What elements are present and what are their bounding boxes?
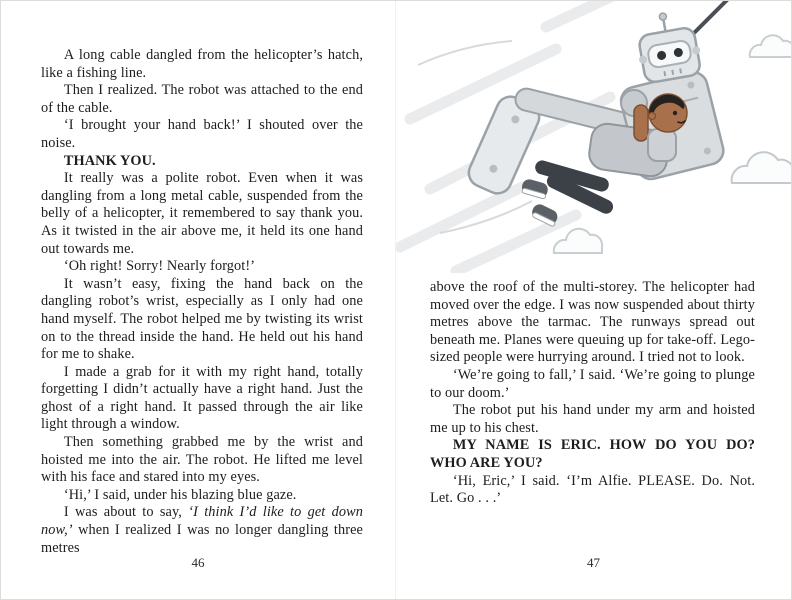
paragraph bbox=[41, 276, 363, 364]
illustration-svg bbox=[396, 1, 792, 273]
left-page-text bbox=[41, 47, 363, 557]
paragraph bbox=[41, 258, 363, 276]
paragraph bbox=[41, 170, 363, 258]
illustration-robot-carrying-boy bbox=[396, 1, 792, 273]
text-segment: ‘Hi,’ I said, under his blazing blue gaze. bbox=[63, 486, 297, 503]
page-left bbox=[1, 1, 396, 600]
text-segment: It wasn’t easy, fixing the hand back on the dangling robot’s wrist, especially as I only had one hand myself. The robot helped me by twisting its wrist on to the thread inside the hand. He held out his hand for me to shake. bbox=[41, 275, 363, 363]
robot-head-graphic bbox=[632, 8, 705, 84]
paragraph bbox=[41, 117, 363, 152]
text-segment: I was about to say, bbox=[63, 504, 189, 521]
page-number-right: 47 bbox=[587, 555, 600, 570]
paragraph bbox=[41, 504, 363, 557]
robot-hand-graphic bbox=[648, 129, 676, 161]
text-segment: ‘I think I’d like to get down now,’ bbox=[41, 504, 363, 539]
cloud-right-icon bbox=[732, 152, 792, 183]
text-segment: Then I realized. The robot was attached to the end of the cable. bbox=[41, 82, 363, 116]
paragraph bbox=[41, 82, 363, 117]
page-number-left: 46 bbox=[191, 555, 205, 570]
text-segment: THANK YOU. bbox=[63, 152, 156, 169]
paragraph bbox=[41, 364, 363, 434]
paragraph bbox=[430, 402, 755, 437]
paragraph bbox=[41, 153, 363, 171]
paragraph bbox=[430, 367, 755, 402]
paragraph bbox=[41, 434, 363, 487]
text-segment: A long cable dangled from the helicopter’s hatch, like a fishing line. bbox=[41, 47, 363, 81]
text-segment: above the roof of the multi-storey. The helicopter had moved over the edge. I was now suspended about thirty metres above the tarmac. The runways spread out beneath me. Planes were queuing up for take-off. Lego-sized people were hurrying around. I tried not to look. bbox=[430, 279, 755, 366]
text-segment: ‘Hi, Eric,’ I said. ‘I’m Alfie. PLEASE. Do. Not. Let. Go . . .’ bbox=[430, 472, 755, 507]
text-segment: MY NAME IS ERIC. HOW DO YOU DO? WHO ARE YOU? bbox=[430, 437, 755, 471]
text-segment: ‘We’re going to fall,’ I said. ‘We’re going to plunge to our doom.’ bbox=[430, 366, 755, 401]
text-segment: Then something grabbed me by the wrist and hoisted me into the air. The robot. He lifted me level with his face and stared into my eyes. bbox=[41, 434, 363, 486]
text-segment: ‘Oh right! Sorry! Nearly forgot!’ bbox=[63, 258, 256, 275]
text-segment: I made a grab for it with my right hand, totally forgetting I didn’t actually have a right hand. Just the ghost of a right hand. It passed through the air like light through a window. bbox=[41, 363, 363, 433]
page-right bbox=[396, 1, 791, 600]
text-segment: The robot put his hand under my arm and hoisted me up to his chest. bbox=[430, 402, 755, 436]
paragraph bbox=[430, 473, 755, 508]
cloud-bottom-left-icon bbox=[554, 229, 602, 253]
paragraph bbox=[430, 279, 755, 367]
text-segment: when I realized I was no longer dangling three metres bbox=[41, 522, 363, 556]
paragraph bbox=[430, 437, 755, 472]
paragraph bbox=[41, 47, 363, 82]
cloud-top-right-icon bbox=[750, 35, 792, 57]
text-segment: ‘I brought your hand back!’ I shouted over the noise. bbox=[41, 117, 363, 151]
right-page-text bbox=[430, 279, 755, 508]
paragraph bbox=[41, 487, 363, 505]
text-segment: It really was a polite robot. Even when it was dangling from a long metal cable, suspended from the belly of a helicopter, it remembered to say thank you. As it twisted in the air above me, it held its one hand out towards me. bbox=[41, 170, 363, 257]
